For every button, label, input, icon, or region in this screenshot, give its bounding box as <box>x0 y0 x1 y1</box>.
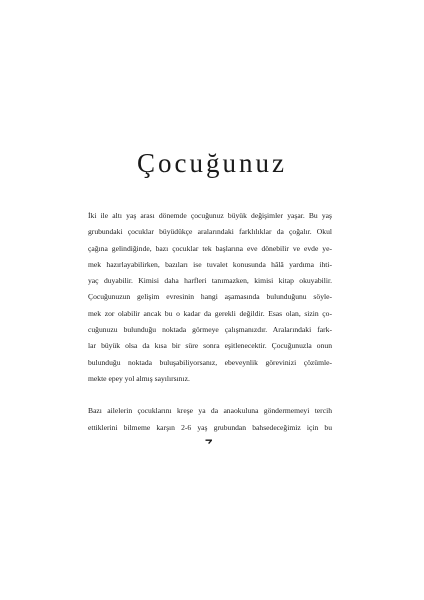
paragraph-1 <box>88 208 332 387</box>
text-line: mek zor olabilir ancak bu o kadar da gerekli değildir. Esas olan, sizin ço- <box>88 308 332 318</box>
text-line: mekte epey yol almış sayılırsınız. <box>88 373 190 383</box>
text-line: grubundaki çocuklar büyüdükçe aralarındaki farklılıklar da çoğalır. Okul <box>88 227 332 237</box>
text-line: çağına gelindiğinde, bazı çocuklar tek başlarına eve dönebilir ve evde ye- <box>88 243 332 253</box>
text-line: Bazı ailelerin çocuklarını kreşe ya da anaokuluna göndermemeyi tercih <box>88 406 332 416</box>
paragraph-2 <box>88 403 332 436</box>
paragraph-spacer <box>88 387 332 403</box>
text-line: ettiklerini bilmeme karşın 2-6 yaş grubundan bahsedeceğimiz için bu <box>88 422 332 432</box>
text-line: Çocuğunuzun gelişim evresinin hangi aşamasında bulunduğunu söyle- <box>88 292 332 302</box>
text-line: İki ile altı yaş arası dönemde çocuğunuz büyük değişimler yaşar. Bu yaş <box>88 211 332 220</box>
text-line: yaç duyabilir. Kimisi daha harfleri tanımazken, kimisi kitap okuyabilir. <box>88 276 332 286</box>
text-line: lar büyük olsa da kısa bir süre sonra eşitlenecektir. Çocuğunuzla onun <box>88 341 332 351</box>
text-line: mek hazırlayabilirken, bazıları ise tuvalet konusunda hâlâ yardıma ihti- <box>88 259 332 269</box>
chapter-title: Çocuğunuz <box>137 148 287 178</box>
text-line: bulunduğu noktada buluşabiliyorsanız, ebeveynlik görevinizi çözümle- <box>88 357 332 367</box>
body-text <box>88 208 332 436</box>
text-line: cuğunuzu bulunduğu noktada görmeye çalışmanızdır. Aralarındaki fark- <box>88 325 332 335</box>
page-mark-icon <box>205 439 212 443</box>
